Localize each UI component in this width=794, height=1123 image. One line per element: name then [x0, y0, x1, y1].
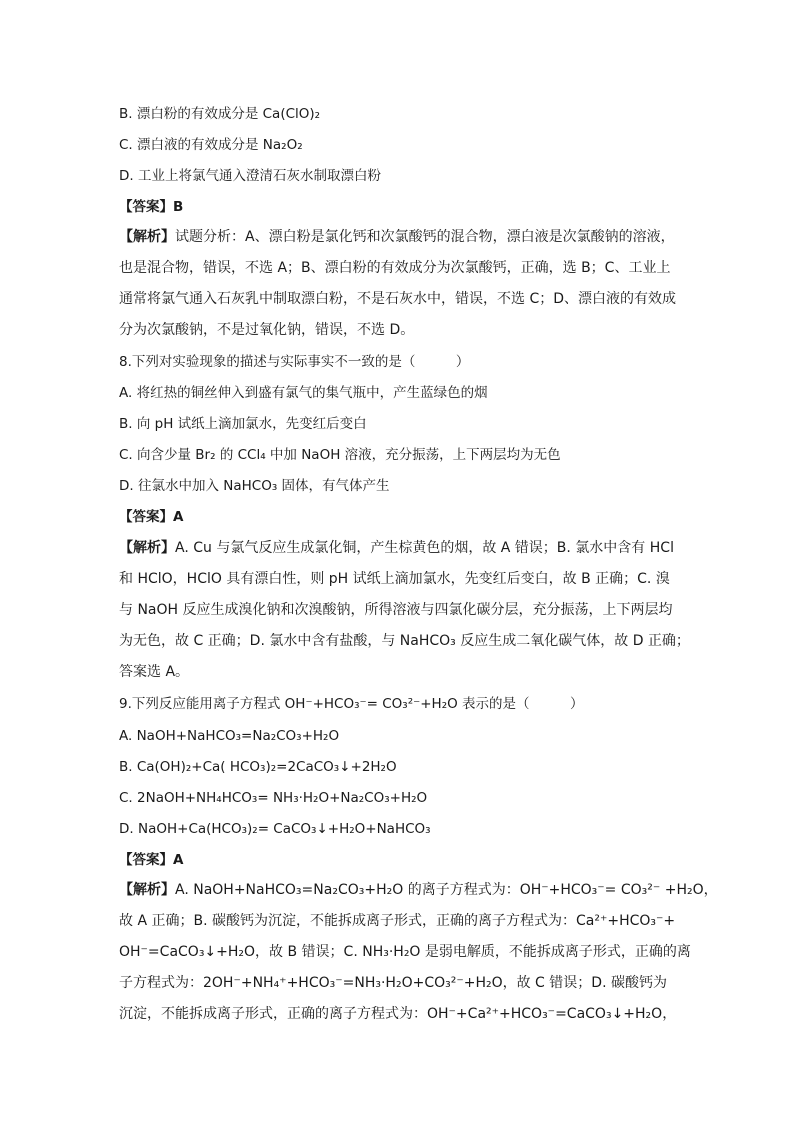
q8-option-d: D. 往氯水中加入 NaHCO₃ 固体，有气体产生	[119, 478, 390, 494]
q8-analysis-line-1: 【解析】A. Cu 与氯气反应生成氯化铜，产生棕黄色的烟，故 A 错误；B. 氯水中含有 HCl	[119, 540, 674, 556]
q8-analysis-line-2: 和 HClO，HClO 具有漂白性，则 pH 试纸上滴加氯水，先变红后变白，故 B 正确；C. 溴	[119, 571, 670, 587]
q8-analysis	[119, 533, 690, 688]
q9-stem: 9.下列反应能用离子方程式 OH⁻+HCO₃⁻= CO₃²⁻+H₂O 表示的是（ ）	[119, 696, 584, 712]
q8-option-c: C. 向含少量 Br₂ 的 CCl₄ 中加 NaOH 溶液，充分振荡，上下两层均为无色	[119, 447, 561, 463]
q9-option-a: A. NaOH+NaHCO₃=Na₂CO₃+H₂O	[119, 728, 340, 744]
q7-analysis-line-3: 通常将氯气通入石灰乳中制取漂白粉，不是石灰水中，错误，不选 C；D、漂白液的有效成	[119, 291, 677, 307]
analysis-tag: 【解析】	[119, 229, 175, 245]
q9-analysis-line-5: 沉淀，不能拆成离子形式，正确的离子方程式为：OH⁻+Ca²⁺+HCO₃⁻=CaCO₃↓+H₂O，	[119, 1006, 677, 1022]
q9-analysis-line-1: 【解析】A. NaOH+NaHCO₃=Na₂CO₃+H₂O 的离子方程式为：OH⁻+HCO₃⁻= CO₃²⁻ +H₂O，	[119, 882, 718, 898]
q9-option-c: C. 2NaOH+NH₄HCO₃= NH₃·H₂O+Na₂CO₃+H₂O	[119, 790, 428, 806]
q8-analysis-line-3: 与 NaOH 反应生成溴化钠和次溴酸钠，所得溶液与四氯化碳分层，充分振荡，上下两层均	[119, 602, 673, 618]
q9-analysis-line-3: OH⁻=CaCO₃↓+H₂O，故 B 错误；C. NH₃·H₂O 是弱电解质，不能拆成离子形式，正确的离	[119, 944, 691, 960]
q9-analysis-line-2: 故 A 正确；B. 碳酸钙为沉淀，不能拆成离子形式，正确的离子方程式为：Ca²⁺+HCO₃⁻+	[119, 913, 676, 929]
q8-stem: 8.下列对实验现象的描述与实际事实不一致的是（ ）	[119, 354, 470, 370]
analysis-tag: 【解析】	[119, 540, 175, 556]
q7-answer: 【答案】B	[119, 199, 184, 215]
q9-option-d: D. NaOH+Ca(HCO₃)₂= CaCO₃↓+H₂O+NaHCO₃	[119, 821, 431, 837]
q9-answer: 【答案】A	[119, 852, 184, 868]
q7-analysis	[119, 222, 685, 346]
q8-option-b: B. 向 pH 试纸上滴加氯水，先变红后变白	[119, 416, 367, 432]
q7-analysis-line-1: 【解析】试题分析：A、漂白粉是氯化钙和次氯酸钙的混合物，漂白液是次氯酸钠的溶液，	[119, 229, 675, 245]
q9-analysis-line-4: 子方程式为：2OH⁻+NH₄⁺+HCO₃⁻=NH₃·H₂O+CO₃²⁻+H₂O，故 C 错误；D. 碳酸钙为	[119, 975, 667, 991]
q7-option-d: D. 工业上将氯气通入澄清石灰水制取漂白粉	[119, 168, 381, 184]
q7-analysis-line-4: 分为次氯酸钠，不是过氧化钠，错误，不选 D。	[119, 322, 415, 338]
q8-analysis-line-5: 答案选 A。	[119, 664, 190, 680]
q7-analysis-line-2: 也是混合物，错误，不选 A；B、漂白粉的有效成分为次氯酸钙，正确，选 B；C、工业上	[119, 260, 671, 276]
q7-option-b: B. 漂白粉的有效成分是 Ca(ClO)₂	[119, 106, 321, 122]
q8-option-a: A. 将红热的铜丝伸入到盛有氯气的集气瓶中，产生蓝绿色的烟	[119, 385, 488, 401]
q9-analysis	[119, 875, 718, 1030]
q9-option-b: B. Ca(OH)₂+Ca( HCO₃)₂=2CaCO₃↓+2H₂O	[119, 759, 397, 775]
q8-answer: 【答案】A	[119, 509, 184, 525]
analysis-tag: 【解析】	[119, 882, 175, 898]
q8-analysis-line-4: 为无色，故 C 正确；D. 氯水中含有盐酸，与 NaHCO₃ 反应生成二氧化碳气体，故 D 正确；	[119, 633, 690, 649]
q7-option-c: C. 漂白液的有效成分是 Na₂O₂	[119, 137, 303, 153]
